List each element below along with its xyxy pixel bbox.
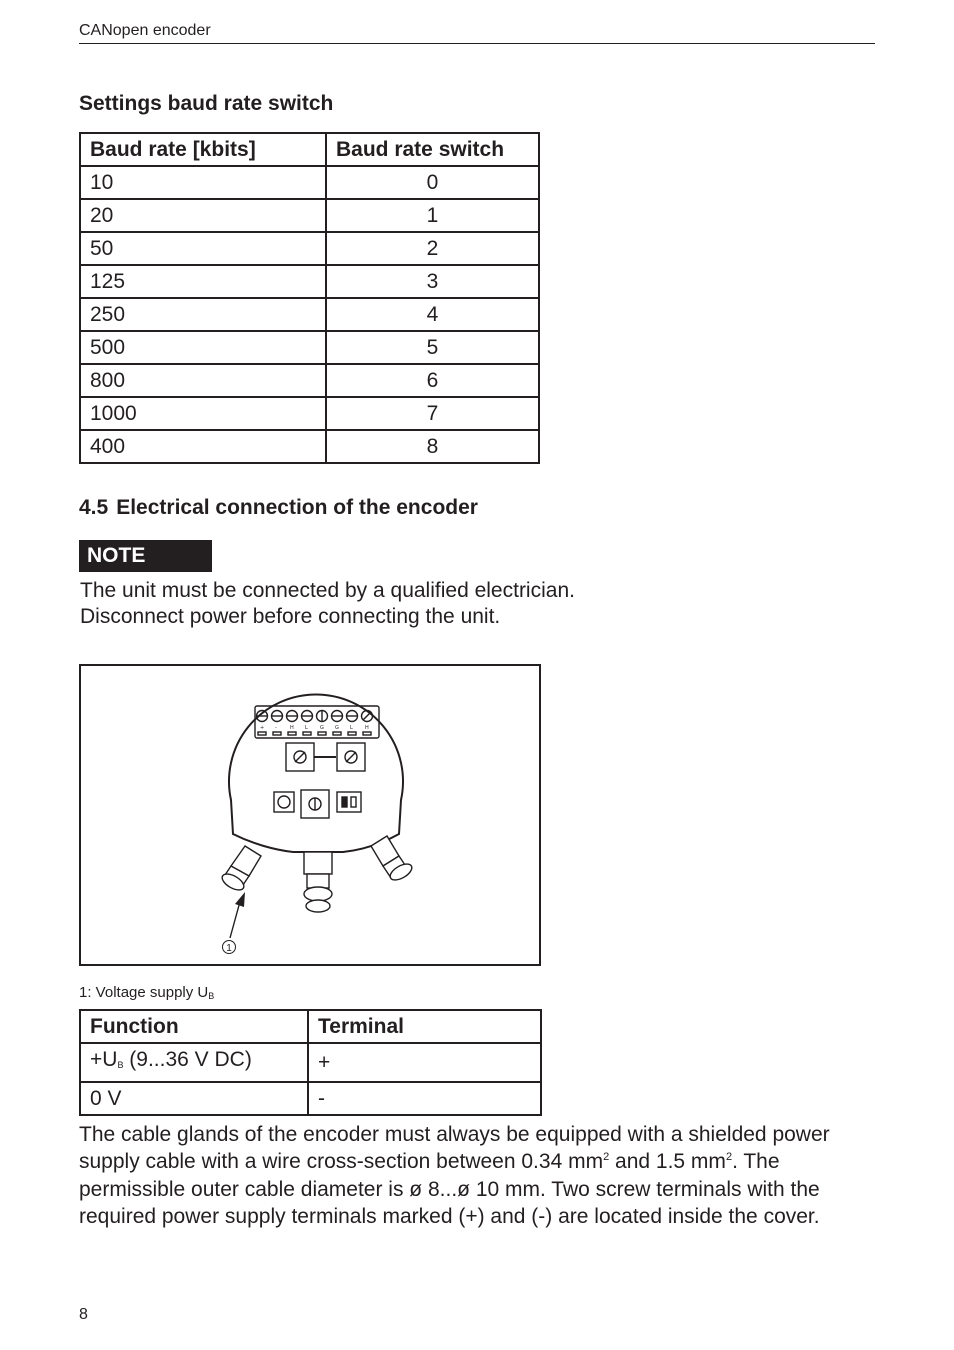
table-row [80,298,539,331]
baud-rate-cell: 800 [80,364,326,397]
superscript: 2 [603,1151,610,1164]
terminal-label: G [335,725,339,731]
header-divider [79,43,875,44]
note-line: The unit must be connected by a qualified electrician. [80,579,575,602]
baud-rate-cell: 1000 [80,397,326,430]
table-header-row [80,1010,541,1043]
table-row [80,199,539,232]
section-number: 4.5 [79,496,109,519]
switch-position-cell: 3 [326,265,539,298]
function-cell [80,1043,308,1082]
function-suffix: (9...36 V DC) [123,1048,252,1071]
table-row [80,430,539,463]
table-row [80,1082,541,1115]
caption-subscript: B [208,991,215,1001]
page-number: 8 [79,1306,88,1323]
baud-rate-cell: 50 [80,232,326,265]
table-row [80,232,539,265]
switch-position-cell: 7 [326,397,539,430]
cable-gland-paragraph [79,1121,875,1230]
terminal-label: G [320,725,324,731]
column-header: Baud rate [kbits] [80,133,326,166]
terminal-label: L [305,725,308,731]
cable-gland-center [304,852,332,912]
note-line: Disconnect power before connecting the unit. [80,605,501,628]
caption-text: 1: Voltage supply U [79,984,209,1001]
switch-position-cell: 8 [326,430,539,463]
column-header: Terminal [308,1010,541,1043]
function-subscript: B [117,1060,124,1070]
switch-position-cell: 0 [326,166,539,199]
running-header: CANopen encoder [79,22,211,39]
paragraph-text: and 1.5 mm [609,1150,726,1174]
table-row [80,331,539,364]
terminal-label: + [260,725,265,731]
baud-rate-cell: 125 [80,265,326,298]
note-text [80,578,575,630]
table-row [80,397,539,430]
cable-gland-right [371,836,414,883]
terminal-cell: - [308,1082,541,1115]
terminal-label: L [350,725,353,731]
baud-rate-table [79,132,540,464]
table-row [80,1043,541,1082]
note-badge: NOTE [79,540,212,572]
section-heading [79,496,478,520]
cable-gland-left [220,846,261,893]
function-prefix: +U [90,1048,118,1071]
switch-position-cell: 2 [326,232,539,265]
terminal-label: H [290,725,294,731]
superscript: 2 [725,1151,733,1164]
baud-rate-cell: 250 [80,298,326,331]
switch-position-cell: 4 [326,298,539,331]
paragraph-text: The cable glands of the encoder must always be equipped with a shielded power supply cable with a wire cross-section between 0.34 mm [79,1123,830,1174]
baud-rate-cell: 10 [80,166,326,199]
function-terminal-table [79,1009,542,1116]
paragraph-text: . The permissible outer cable diameter is ø 8...ø 10 mm. Two screw terminals with the required power supply terminals marked (+) and (-) are located inside the cover. [79,1150,820,1228]
table-row [80,265,539,298]
table-header-row [80,133,539,166]
figure-caption [79,984,214,1001]
baud-rate-cell: 500 [80,331,326,364]
encoder-figure [79,664,541,966]
settings-heading: Settings baud rate switch [79,92,334,115]
terminal-label: - [275,725,277,731]
switch-position-cell: 5 [326,331,539,364]
table-row [80,364,539,397]
switch-position-cell: 6 [326,364,539,397]
table-row [80,166,539,199]
baud-rate-cell: 400 [80,430,326,463]
terminal-label: H [365,725,369,731]
function-cell: 0 V [80,1082,308,1115]
column-header: Baud rate switch [326,133,539,166]
switch-position-cell: 1 [326,199,539,232]
terminal-cell: + [308,1043,541,1082]
column-header: Function [80,1010,308,1043]
baud-rate-cell: 20 [80,199,326,232]
section-title: Electrical connection of the encoder [116,496,478,519]
encoder-illustration [81,666,539,964]
callout-number: 1 [226,943,232,954]
